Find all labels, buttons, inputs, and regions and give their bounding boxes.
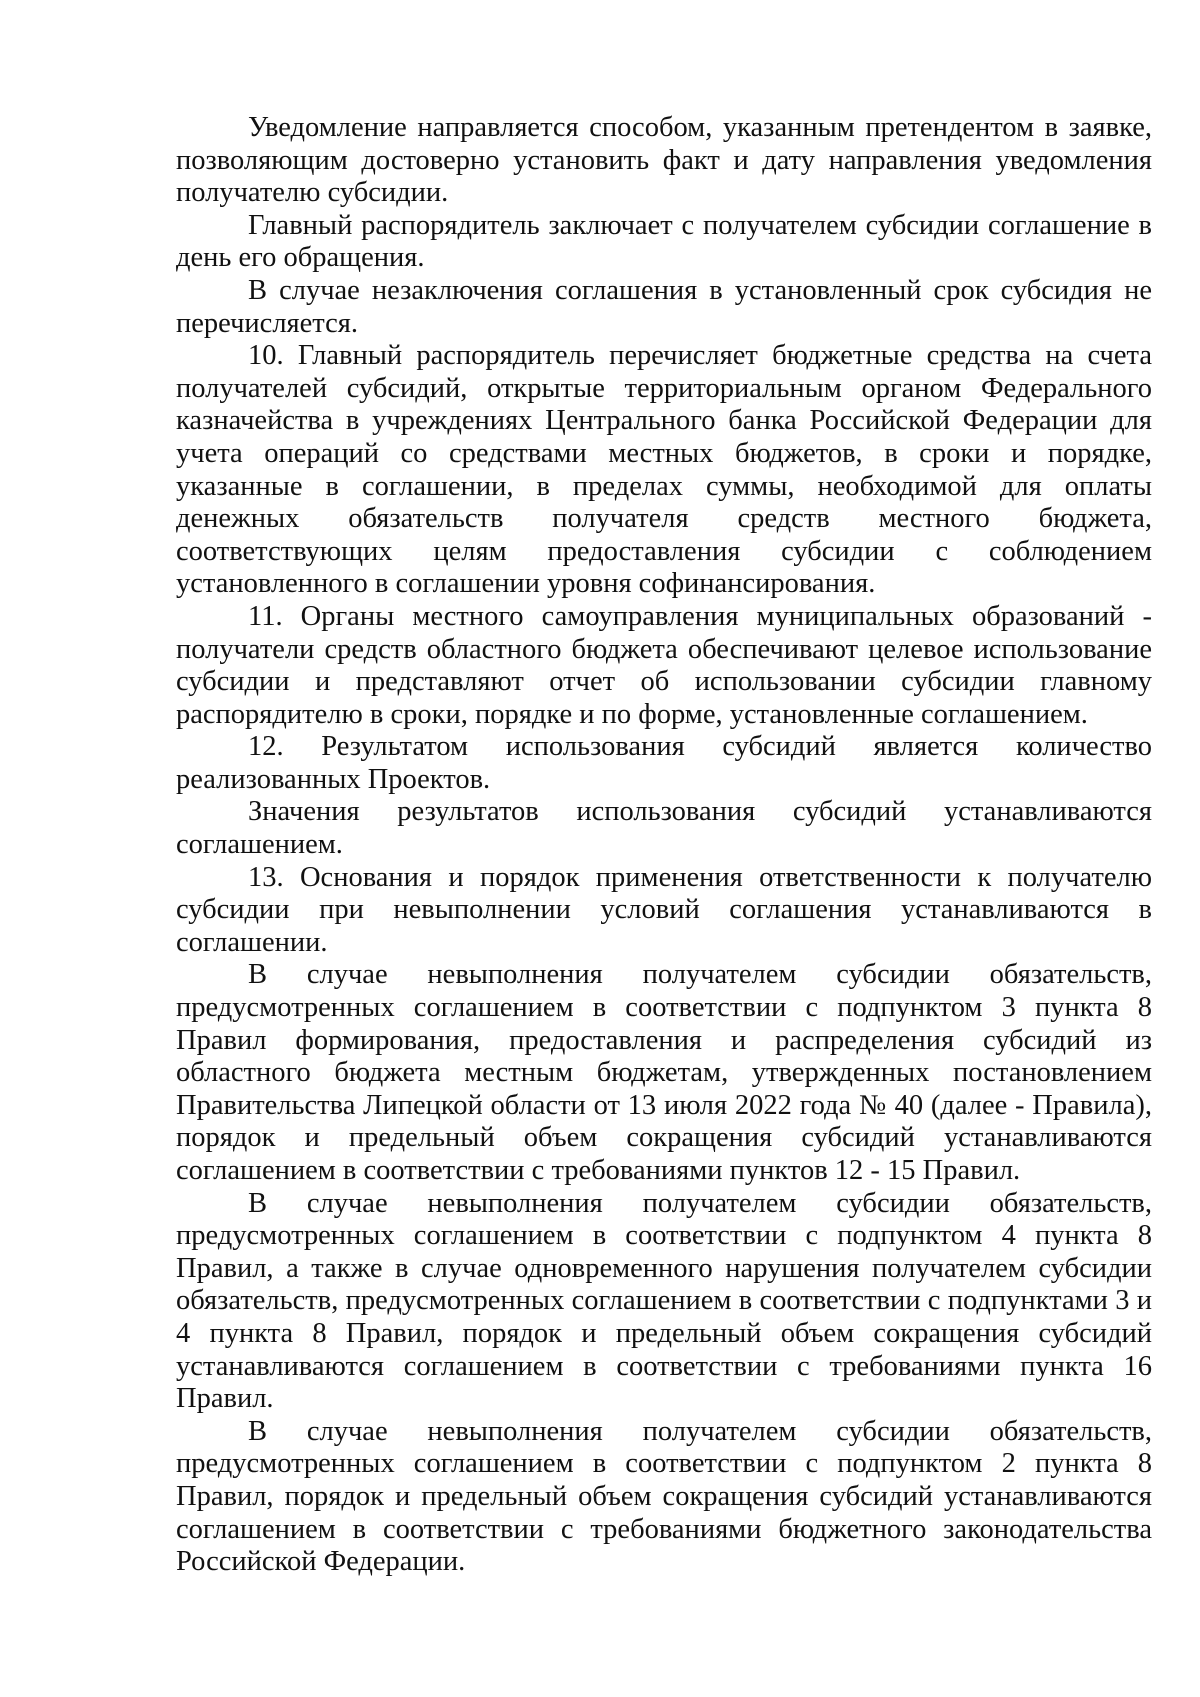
paragraph-notification: Уведомление направляется способом, указанным претендентом в заявке, позволяющим достоверно установить факт и дату направления уведомления получателю субсидии. (176, 112, 1152, 209)
paragraph-non-conclusion: В случае незаключения соглашения в установленный срок субсидия не перечисляется. (176, 274, 1152, 339)
paragraph-case-subitem-4: В случае невыполнения получателем субсидии обязательств, предусмотренных соглашением в соответствии с подпунктом 4 пункта 8 Правил, а также в случае одновременного нарушения получателем субсидии обязательств, предусмотренных соглашением в соответствии с подпунктами 3 и 4 пункта 8 Правил, порядок и предельный объем сокращения субсидий устанавливаются соглашением в соответствии с требованиями пункта 16 Правил. (176, 1187, 1152, 1415)
paragraph-item-10: 10. Главный распорядитель перечисляет бюджетные средства на счета получателей субсидий, открытые территориальным органом Федерального казначейства в учреждениях Центрального банка Российской Федерации для учета операций со средствами местных бюджетов, в сроки и порядке, указанные в соглашении, в пределах суммы, необходимой для оплаты денежных обязательств получателя средств местного бюджета, соответствующих целям предоставления субсидии с соблюдением установленного в соглашении уровня софинансирования. (176, 340, 1152, 600)
paragraph-item-11: 11. Органы местного самоуправления муниципальных образований - получатели средств областного бюджета обеспечивают целевое использование субсидии и представляют отчет об использовании субсидии главному распорядителю в сроки, порядке и по форме, установленные соглашением. (176, 600, 1152, 730)
document-body (176, 112, 1152, 1579)
paragraph-item-13: 13. Основания и порядок применения ответственности к получателю субсидии при невыполнении условий соглашения устанавливаются в соглашении. (176, 861, 1152, 958)
paragraph-item-12: 12. Результатом использования субсидий является количество реализованных Проектов. (176, 731, 1152, 795)
paragraph-case-subitem-2: В случае невыполнения получателем субсидии обязательств, предусмотренных соглашением в соответствии с подпунктом 2 пункта 8 Правил, порядок и предельный объем сокращения субсидий устанавливаются соглашением в соответствии с требованиями бюджетного законодательства Российской Федерации. (176, 1415, 1152, 1578)
paragraph-agreement-conclusion: Главный распорядитель заключает с получателем субсидии соглашение в день его обращения. (176, 209, 1152, 274)
paragraph-case-subitem-3: В случае невыполнения получателем субсидии обязательств, предусмотренных соглашением в соответствии с подпунктом 3 пункта 8 Правил формирования, предоставления и распределения субсидий из областного бюджета местным бюджетам, утвержденных постановлением Правительства Липецкой области от 13 июля 2022 года № 40 (далее - Правила), порядок и предельный объем сокращения субсидий устанавливаются соглашением в соответствии с требованиями пунктов 12 - 15 Правил. (176, 959, 1152, 1186)
paragraph-result-values: Значения результатов использования субсидий устанавливаются соглашением. (176, 796, 1152, 861)
